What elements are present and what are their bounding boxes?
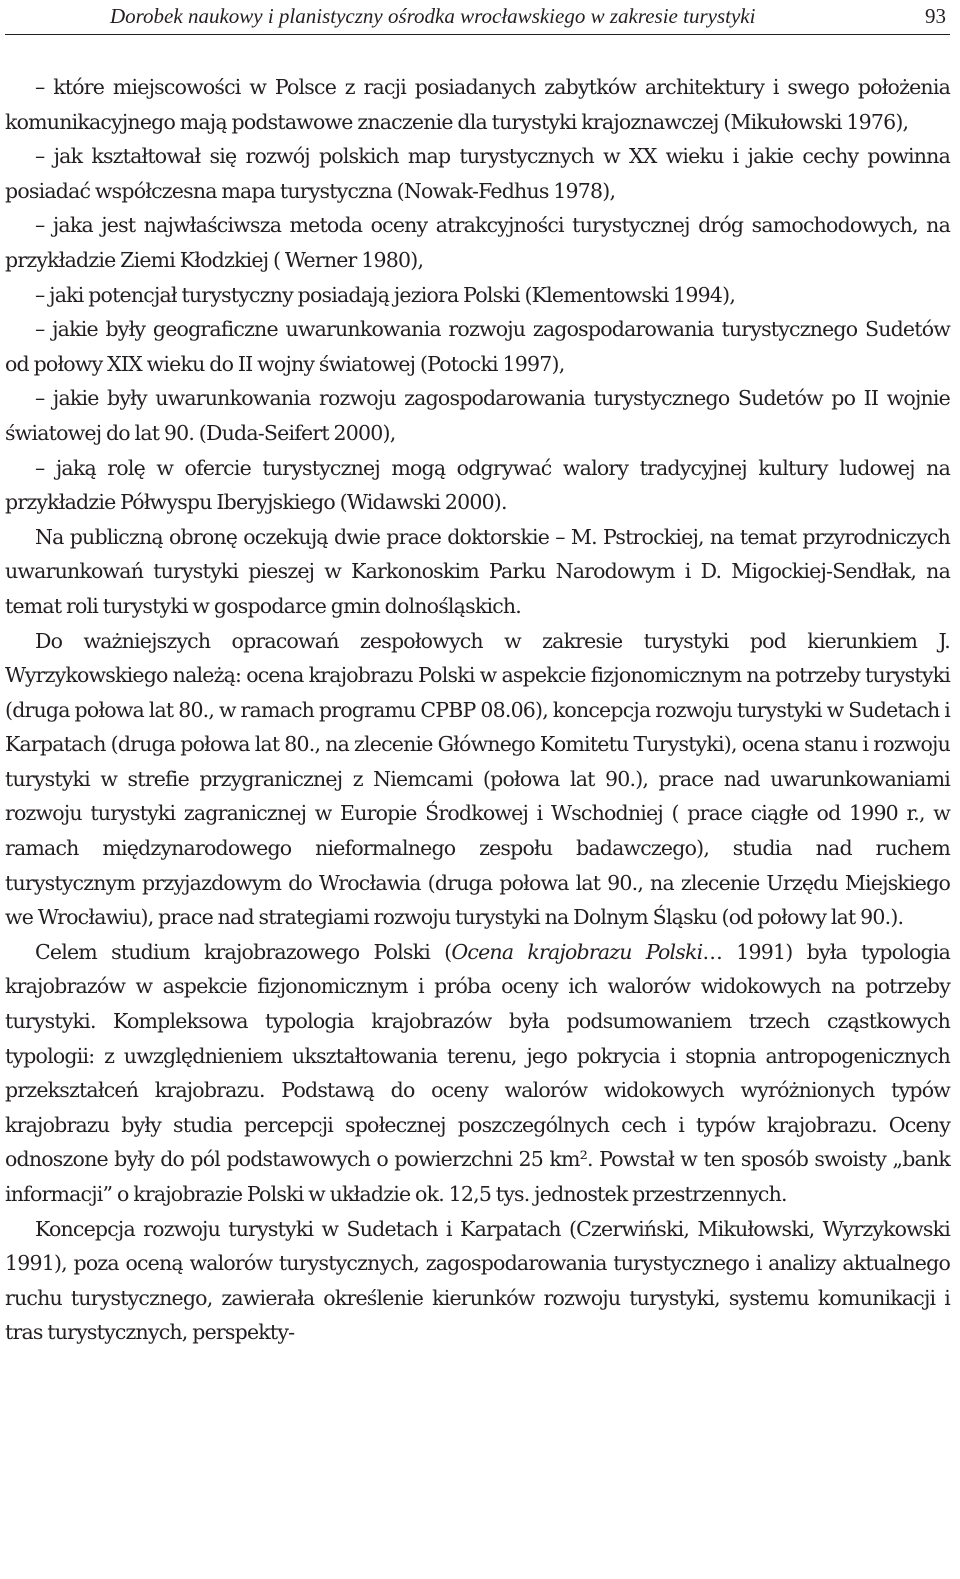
body-text: [5, 70, 950, 1350]
running-header: [5, 0, 950, 35]
paragraph-landscape-study: [5, 935, 950, 1212]
page-number: 93: [925, 4, 946, 28]
running-title: Dorobek naukowy i planistyczny ośrodka wrocławskiego w zakresie turystyki: [110, 4, 756, 28]
paragraph-doctoral-theses: Na publiczną obronę oczekują dwie prace doktorskie – M. Pstrockiej, na temat przyrodniczych uwarunkowań turystyki pieszej w Karkonoskim Parku Narodowym i D. Migockiej-Sendłak, na temat roli turystyki w gospodarce gmin dolnośląskich.: [5, 524, 950, 618]
list-item-werner: – jaka jest najwłaściwsza metoda oceny atrakcyjności turystycznej dróg samochodowych, na przykładzie Ziemi Kłodzkiej ( Werner 1980),: [5, 213, 950, 272]
paragraph-team-studies: Do ważniejszych opracowań zespołowych w zakresie turystyki pod kierunkiem J. Wyrzykowskiego należą: ocena krajobrazu Polski w aspekcie fizjonomicznym na potrzeby turystyki (druga połowa lat 80., w ramach programu CPBP 08.06), koncepcja rozwoju turystyki w Sudetach i Karpatach (druga połowa lat 80., na zlecenie Głównego Komitetu Turystyki), ocena stanu i rozwoju turystyki w strefie przygranicznej z Niemcami (połowa lat 90.), prace nad uwarunkowaniami rozwoju turystyki zagranicznej w Europie Środkowej i Wschodniej ( prace ciągłe od 1990 r., w ramach międzynarodowego nieformalnego zespołu badawczego), studia nad ruchem turystycznym przyjazdowym do Wrocławia (druga połowa lat 90., na zlecenie Urzędu Miejskiego we Wrocławiu), prace nad strategiami rozwoju turystyki na Dolnym Śląsku (od połowy lat 90.).: [5, 628, 950, 930]
list-item-klementowski: – jaki potencjał turystyczny posiadają jeziora Polski (Klementowski 1994),: [35, 282, 736, 307]
list-item-nowak-fedhus: – jak kształtował się rozwój polskich map turystycznych w XX wieku i jakie cechy powinna posiadać współczesna mapa turystyczna (Nowak-Fedhus 1978),: [5, 144, 950, 203]
list-item-duda-seifert: – jakie były uwarunkowania rozwoju zagospodarowania turystycznego Sudetów po II wojnie światowej do lat 90. (Duda-Seifert 2000),: [5, 386, 950, 445]
landscape-title-italic: Ocena krajobrazu Polski: [451, 939, 703, 964]
landscape-text-before: Celem studium krajobrazowego Polski (: [35, 939, 452, 964]
list-item-mikulowski: – które miejscowości w Polsce z racji posiadanych zabytków architektury i swego położenia komunikacyjnego mają podstawowe znaczenie dla turystyki krajoznawczej (Mikułowski 1976),: [5, 75, 950, 134]
list-item-widawski: – jaką rolę w ofercie turystycznej mogą odgrywać walory tradycyjnej kultury ludowej na przykładzie Półwyspu Iberyjskiego (Widawski 2000).: [5, 455, 950, 515]
list-item-potocki: – jakie były geograficzne uwarunkowania rozwoju zagospodarowania turystycznego Sudetów od połowy XIX wieku do II wojny światowej (Potocki 1997),: [5, 317, 950, 376]
landscape-text-after: … 1991) była typologia krajobrazów w aspekcie fizjonomicznym i próba oceny ich walorów widokowych na potrzeby turystyki. Kompleksowa typologia krajobrazów była podsumowaniem trzech cząstkowych typologii: z uwzględnieniem ukształtowania terenu, jego pokrycia i stopnia antropogenicznych przekształceń krajobrazu. Podstawą do oceny walorów widokowych wyróżnionych typów krajobrazu były studia percepcji społecznej poszczególnych cech i typów krajobrazu. Oceny odnoszone były do pól podstawowych o powierzchni 25 km². Powstał w ten sposób swoisty „bank informacji” o krajobrazie Polski w układzie ok. 12,5 tys. jednostek przestrzennych.: [5, 939, 950, 1206]
paragraph-development-concept: Koncepcja rozwoju turystyki w Sudetach i Karpatach (Czerwiński, Mikułowski, Wyrzykowski 1991), poza oceną walorów turystycznych, zagospodarowania turystycznego i analizy aktualnego ruchu turystycznego, zawierała określenie kierunków rozwoju turystyki, systemu komunikacji i tras turystycznych, perspekty-: [5, 1216, 950, 1345]
